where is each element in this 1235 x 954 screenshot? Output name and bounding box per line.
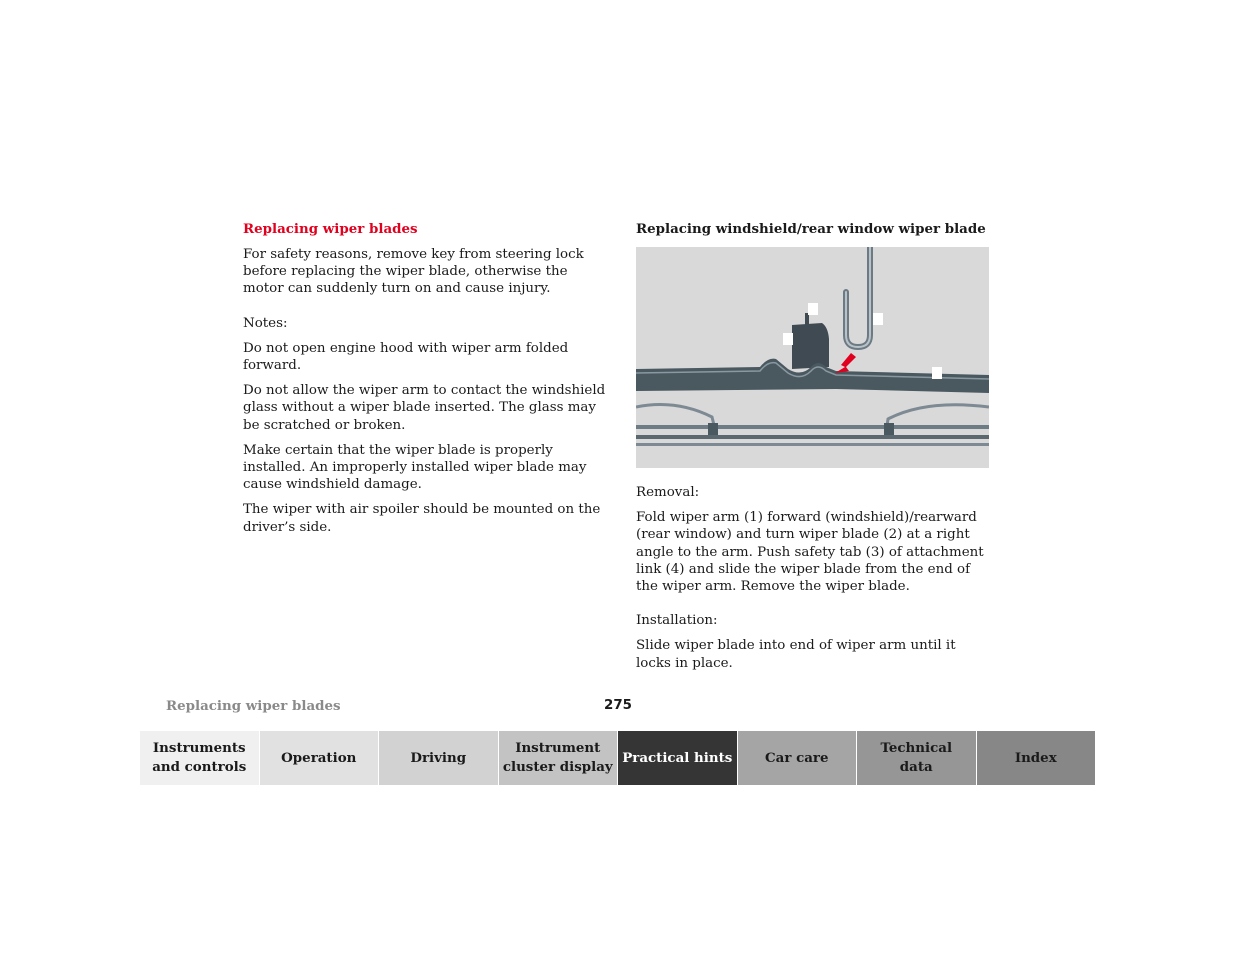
callout-marker xyxy=(932,367,942,379)
callout-marker xyxy=(783,333,793,345)
tab-label: and controls xyxy=(152,759,247,775)
tab-label: Instruments xyxy=(152,740,246,756)
note-glass-contact: Do not allow the wiper arm to contact the windshield glass without a wiper blade inserted. The glass may be scratched or broken. xyxy=(243,383,606,433)
left-column xyxy=(243,221,608,544)
section-title: Replacing wiper blades xyxy=(243,221,418,237)
installation-heading: Installation: xyxy=(636,613,718,629)
tab-label: Instrument xyxy=(515,740,601,756)
note-air-spoiler: The wiper with air spoiler should be mounted on the driver’s side. xyxy=(243,502,601,535)
note-proper-install: Make certain that the wiper blade is properly installed. An improperly installed wiper blade may cause windshield damage. xyxy=(243,442,587,493)
tab-label: Index xyxy=(1014,749,1057,766)
safety-warning-text: For safety reasons, remove key from steering lock before replacing the wiper blade, otherwise the motor can suddenly turn on and cause injury. xyxy=(243,247,584,297)
notes-heading: Notes: xyxy=(243,315,288,331)
removal-text: Fold wiper arm (1) forward (windshield)/rearward (rear window) and turn wiper blade (2) at a right angle to the arm. Push safety tab (3) of attachment link (4) and slide the wiper blade from the end of the wiper arm. Remove the wiper blade. xyxy=(636,510,984,595)
wiper-blade-illustration xyxy=(636,247,989,468)
tab-instrument-cluster-display[interactable] xyxy=(499,731,619,785)
tab-label: Operation xyxy=(281,749,357,766)
tab-practical-hints[interactable] xyxy=(618,731,738,785)
tab-instruments-and-controls[interactable] xyxy=(140,731,260,785)
tab-label: Practical hints xyxy=(622,749,733,766)
right-column xyxy=(636,221,992,680)
tab-operation[interactable] xyxy=(260,731,380,785)
page-number: 275 xyxy=(604,698,632,713)
callout-marker xyxy=(808,303,818,315)
tab-label: Driving xyxy=(410,749,467,766)
tab-driving[interactable] xyxy=(379,731,499,785)
callout-marker xyxy=(873,313,883,325)
note-engine-hood: Do not open engine hood with wiper arm folded forward. xyxy=(243,340,569,374)
tab-label: cluster display xyxy=(502,759,613,775)
tab-label: Technical xyxy=(880,740,953,756)
tab-index[interactable] xyxy=(977,731,1096,785)
removal-heading: Removal: xyxy=(636,485,700,500)
tab-technical-data[interactable] xyxy=(857,731,977,785)
tab-label: Car care xyxy=(765,749,829,766)
tab-label: data xyxy=(899,759,933,775)
installation-text: Slide wiper blade into end of wiper arm until it locks in place. xyxy=(636,638,956,671)
figure-title: Replacing windshield/rear window wiper blade xyxy=(636,221,986,237)
chapter-navigation xyxy=(140,731,1095,785)
wiper-diagram xyxy=(636,247,989,468)
footer-section-label: Replacing wiper blades xyxy=(166,698,341,714)
tab-car-care[interactable] xyxy=(738,731,858,785)
